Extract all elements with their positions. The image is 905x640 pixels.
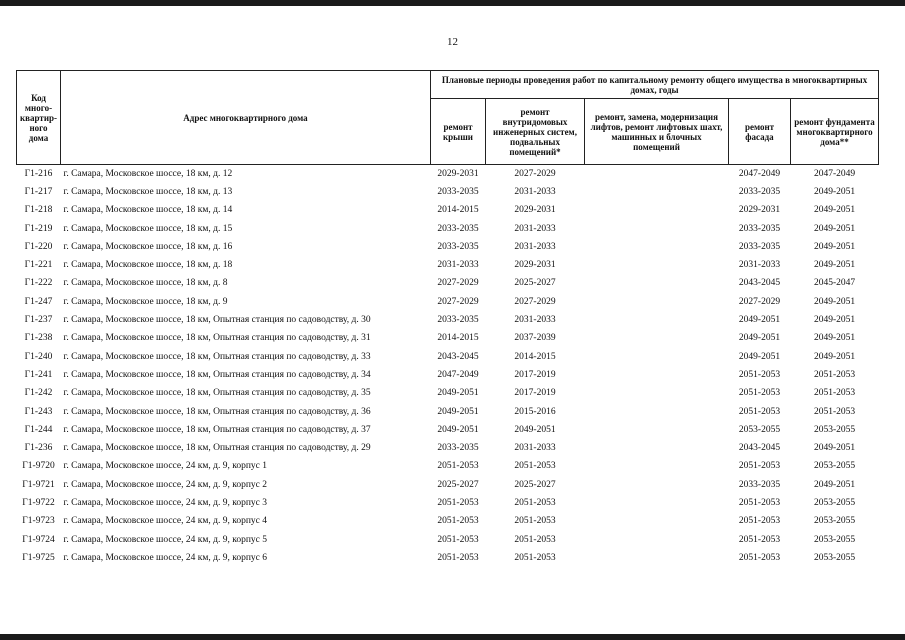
cell-foundation: 2045-2047: [813, 278, 856, 289]
cell-roof: 2051-2053: [437, 461, 479, 472]
cell-systems: 2051-2053: [514, 534, 556, 545]
cell-lifts: [585, 421, 729, 439]
capital-repair-table: [16, 70, 879, 568]
cell-lifts: [585, 494, 729, 512]
table-row: [17, 494, 879, 512]
cell-lifts: [585, 549, 729, 567]
cell-code: Г1-217: [24, 186, 53, 197]
cell-lifts: [585, 220, 729, 238]
cell-lifts: [585, 366, 729, 384]
cell-code: Г1-240: [24, 351, 53, 362]
header-foundation: ремонт фундамента многоквартирного дома**: [791, 99, 879, 165]
cell-systems: 2025-2027: [514, 479, 556, 490]
cell-systems: 2031-2033: [514, 443, 556, 454]
table-row: [17, 385, 879, 403]
cell-address: г. Самара, Московское шоссе, 18 км, д. 8: [63, 278, 228, 289]
cell-roof: 2049-2051: [437, 424, 479, 435]
cell-systems: 2014-2015: [514, 351, 556, 362]
cell-lifts: [585, 256, 729, 274]
cell-roof: 2033-2035: [437, 241, 479, 252]
header-facade: ремонт фасада: [729, 99, 791, 165]
cell-systems: 2051-2053: [514, 497, 556, 508]
table-row: [17, 513, 879, 531]
cell-systems: 2017-2019: [514, 388, 556, 399]
cell-code: Г1-243: [24, 406, 53, 417]
cell-code: Г1-9722: [22, 497, 55, 508]
table-row: [17, 238, 879, 256]
cell-facade: 2031-2033: [738, 260, 781, 271]
cell-code: Г1-236: [24, 443, 53, 454]
table-row: [17, 311, 879, 329]
cell-code: Г1-241: [24, 369, 53, 380]
table-row: [17, 165, 879, 184]
cell-lifts: [585, 311, 729, 329]
cell-systems: 2037-2039: [514, 333, 556, 344]
cell-code: Г1-216: [24, 168, 53, 179]
table-row: [17, 256, 879, 274]
cell-lifts: [585, 476, 729, 494]
cell-facade: 2043-2045: [738, 278, 781, 289]
cell-facade: 2051-2053: [738, 388, 781, 399]
cell-code: Г1-238: [24, 333, 53, 344]
cell-facade: 2051-2053: [738, 406, 781, 417]
cell-roof: 2051-2053: [437, 497, 479, 508]
cell-foundation: 2053-2055: [813, 424, 856, 435]
cell-roof: 2027-2029: [437, 296, 479, 307]
cell-address: г. Самара, Московское шоссе, 24 км, д. 9, корпус 2: [63, 479, 268, 490]
cell-lifts: [585, 183, 729, 201]
cell-foundation: 2049-2051: [813, 296, 856, 307]
cell-facade: 2049-2051: [738, 315, 781, 326]
cell-lifts: [585, 458, 729, 476]
cell-roof: 2029-2031: [437, 168, 479, 179]
table-row: [17, 275, 879, 293]
cell-facade: 2033-2035: [738, 479, 781, 490]
cell-foundation: 2053-2055: [813, 516, 856, 527]
cell-systems: 2049-2051: [514, 424, 556, 435]
cell-systems: 2027-2029: [514, 296, 556, 307]
cell-foundation: 2053-2055: [813, 534, 856, 545]
cell-foundation: 2049-2051: [813, 260, 856, 271]
cell-roof: 2049-2051: [437, 406, 479, 417]
cell-address: г. Самара, Московское шоссе, 18 км, Опытная станция по садоводству, д. 31: [63, 333, 371, 344]
cell-lifts: [585, 275, 729, 293]
cell-systems: 2051-2053: [514, 461, 556, 472]
cell-roof: 2047-2049: [437, 369, 479, 380]
header-roof: ремонт крыши: [431, 99, 486, 165]
cell-address: г. Самара, Московское шоссе, 24 км, д. 9, корпус 4: [63, 516, 268, 527]
cell-code: Г1-237: [24, 315, 53, 326]
cell-foundation: 2047-2049: [813, 168, 856, 179]
cell-roof: 2033-2035: [437, 223, 479, 234]
cell-address: г. Самара, Московское шоссе, 18 км, д. 9: [63, 296, 228, 307]
cell-facade: 2047-2049: [738, 168, 781, 179]
cell-systems: 2029-2031: [514, 260, 556, 271]
cell-roof: 2033-2035: [437, 315, 479, 326]
cell-address: г. Самара, Московское шоссе, 18 км, Опытная станция по садоводству, д. 34: [63, 369, 371, 380]
header-address: Адрес многоквартирного дома: [61, 71, 431, 165]
cell-code: Г1-222: [24, 278, 53, 289]
cell-code: Г1-218: [24, 205, 53, 216]
cell-address: г. Самара, Московское шоссе, 18 км, д. 15: [63, 223, 233, 234]
cell-facade: 2033-2035: [738, 241, 781, 252]
cell-lifts: [585, 531, 729, 549]
cell-code: Г1-9720: [22, 461, 55, 472]
cell-roof: 2051-2053: [437, 516, 479, 527]
table-row: [17, 348, 879, 366]
table-row: [17, 458, 879, 476]
cell-foundation: 2053-2055: [813, 552, 856, 563]
cell-lifts: [585, 348, 729, 366]
table-row: [17, 366, 879, 384]
cell-roof: 2033-2035: [437, 443, 479, 454]
cell-address: г. Самара, Московское шоссе, 18 км, д. 14: [63, 205, 233, 216]
table-row: [17, 531, 879, 549]
cell-systems: 2031-2033: [514, 315, 556, 326]
cell-facade: 2051-2053: [738, 516, 781, 527]
cell-lifts: [585, 202, 729, 220]
cell-code: Г1-9725: [22, 552, 55, 563]
cell-facade: 2051-2053: [738, 497, 781, 508]
cell-roof: 2014-2015: [437, 333, 479, 344]
cell-foundation: 2051-2053: [813, 388, 856, 399]
cell-code: Г1-244: [24, 424, 53, 435]
cell-address: г. Самара, Московское шоссе, 18 км, Опытная станция по садоводству, д. 35: [63, 388, 371, 399]
header-systems: ремонт внутридомовых инженерных систем, подвальных помещений*: [486, 99, 585, 165]
cell-foundation: 2049-2051: [813, 333, 856, 344]
cell-systems: 2027-2029: [514, 168, 556, 179]
cell-lifts: [585, 330, 729, 348]
cell-facade: 2049-2051: [738, 333, 781, 344]
cell-code: Г1-220: [24, 241, 53, 252]
cell-foundation: 2049-2051: [813, 205, 856, 216]
cell-code: Г1-219: [24, 223, 53, 234]
cell-facade: 2027-2029: [738, 296, 781, 307]
cell-roof: 2027-2029: [437, 278, 479, 289]
cell-roof: 2049-2051: [437, 388, 479, 399]
table-row: [17, 220, 879, 238]
cell-facade: 2033-2035: [738, 186, 781, 197]
table-row: [17, 476, 879, 494]
cell-code: Г1-247: [24, 296, 53, 307]
cell-roof: 2031-2033: [437, 260, 479, 271]
cell-lifts: [585, 385, 729, 403]
cell-lifts: [585, 165, 729, 184]
cell-facade: 2029-2031: [738, 205, 781, 216]
cell-address: г. Самара, Московское шоссе, 24 км, д. 9, корпус 6: [63, 552, 268, 563]
cell-systems: 2031-2033: [514, 186, 556, 197]
cell-address: г. Самара, Московское шоссе, 24 км, д. 9, корпус 3: [63, 497, 268, 508]
cell-code: Г1-242: [24, 388, 53, 399]
cell-systems: 2015-2016: [514, 406, 556, 417]
cell-address: г. Самара, Московское шоссе, 18 км, Опытная станция по садоводству, д. 29: [63, 443, 371, 454]
cell-code: Г1-9721: [22, 479, 55, 490]
cell-roof: 2051-2053: [437, 534, 479, 545]
cell-facade: 2053-2055: [738, 424, 781, 435]
cell-roof: 2051-2053: [437, 552, 479, 563]
cell-address: г. Самара, Московское шоссе, 18 км, д. 13: [63, 186, 233, 197]
cell-facade: 2049-2051: [738, 351, 781, 362]
table-row: [17, 403, 879, 421]
header-group: Плановые периоды проведения работ по капитальному ремонту общего имущества в многоквартирных домах, годы: [431, 71, 879, 99]
cell-foundation: 2049-2051: [813, 479, 856, 490]
cell-roof: 2033-2035: [437, 186, 479, 197]
cell-foundation: 2049-2051: [813, 315, 856, 326]
cell-foundation: 2049-2051: [813, 241, 856, 252]
cell-lifts: [585, 293, 729, 311]
cell-roof: 2025-2027: [437, 479, 479, 490]
cell-lifts: [585, 403, 729, 421]
cell-address: г. Самара, Московское шоссе, 24 км, д. 9, корпус 5: [63, 534, 268, 545]
cell-systems: 2029-2031: [514, 205, 556, 216]
table-row: [17, 439, 879, 457]
cell-facade: 2051-2053: [738, 461, 781, 472]
cell-address: г. Самара, Московское шоссе, 18 км, Опытная станция по садоводству, д. 36: [63, 406, 371, 417]
header-lifts: ремонт, замена, модернизация лифтов, ремонт лифтовых шахт, машинных и блочных помещений: [585, 99, 729, 165]
cell-foundation: 2049-2051: [813, 351, 856, 362]
cell-lifts: [585, 439, 729, 457]
cell-systems: 2031-2033: [514, 223, 556, 234]
cell-address: г. Самара, Московское шоссе, 18 км, Опытная станция по садоводству, д. 33: [63, 351, 371, 362]
cell-lifts: [585, 238, 729, 256]
table-row: [17, 549, 879, 567]
cell-foundation: 2051-2053: [813, 369, 856, 380]
cell-address: г. Самара, Московское шоссе, 18 км, Опытная станция по садоводству, д. 30: [63, 315, 371, 326]
cell-roof: 2043-2045: [437, 351, 479, 362]
cell-systems: 2025-2027: [514, 278, 556, 289]
cell-foundation: 2049-2051: [813, 443, 856, 454]
cell-systems: 2017-2019: [514, 369, 556, 380]
cell-facade: 2051-2053: [738, 369, 781, 380]
top-border-rule: [0, 0, 905, 6]
cell-address: г. Самара, Московское шоссе, 24 км, д. 9, корпус 1: [63, 461, 268, 472]
cell-lifts: [585, 513, 729, 531]
cell-address: г. Самара, Московское шоссе, 18 км, д. 18: [63, 260, 233, 271]
table-row: [17, 202, 879, 220]
cell-foundation: 2053-2055: [813, 461, 856, 472]
bottom-border-rule: [0, 634, 905, 640]
cell-systems: 2051-2053: [514, 552, 556, 563]
table-row: [17, 293, 879, 311]
page-number: 12: [447, 36, 458, 48]
table-row: [17, 421, 879, 439]
table-body: [17, 165, 879, 568]
table-row: [17, 183, 879, 201]
cell-facade: 2051-2053: [738, 552, 781, 563]
cell-address: г. Самара, Московское шоссе, 18 км, д. 12: [63, 168, 233, 179]
cell-code: Г1-9723: [22, 516, 55, 527]
cell-facade: 2043-2045: [738, 443, 781, 454]
cell-facade: 2033-2035: [738, 223, 781, 234]
cell-facade: 2051-2053: [738, 534, 781, 545]
cell-systems: 2031-2033: [514, 241, 556, 252]
cell-foundation: 2049-2051: [813, 223, 856, 234]
cell-foundation: 2051-2053: [813, 406, 856, 417]
cell-systems: 2051-2053: [514, 516, 556, 527]
cell-roof: 2014-2015: [437, 205, 479, 216]
cell-address: г. Самара, Московское шоссе, 18 км, Опытная станция по садоводству, д. 37: [63, 424, 371, 435]
cell-code: Г1-9724: [22, 534, 55, 545]
cell-foundation: 2053-2055: [813, 497, 856, 508]
cell-foundation: 2049-2051: [813, 186, 856, 197]
cell-address: г. Самара, Московское шоссе, 18 км, д. 16: [63, 241, 233, 252]
cell-code: Г1-221: [24, 260, 53, 271]
header-code: Код много-квартир-ного дома: [17, 71, 61, 165]
table-row: [17, 330, 879, 348]
